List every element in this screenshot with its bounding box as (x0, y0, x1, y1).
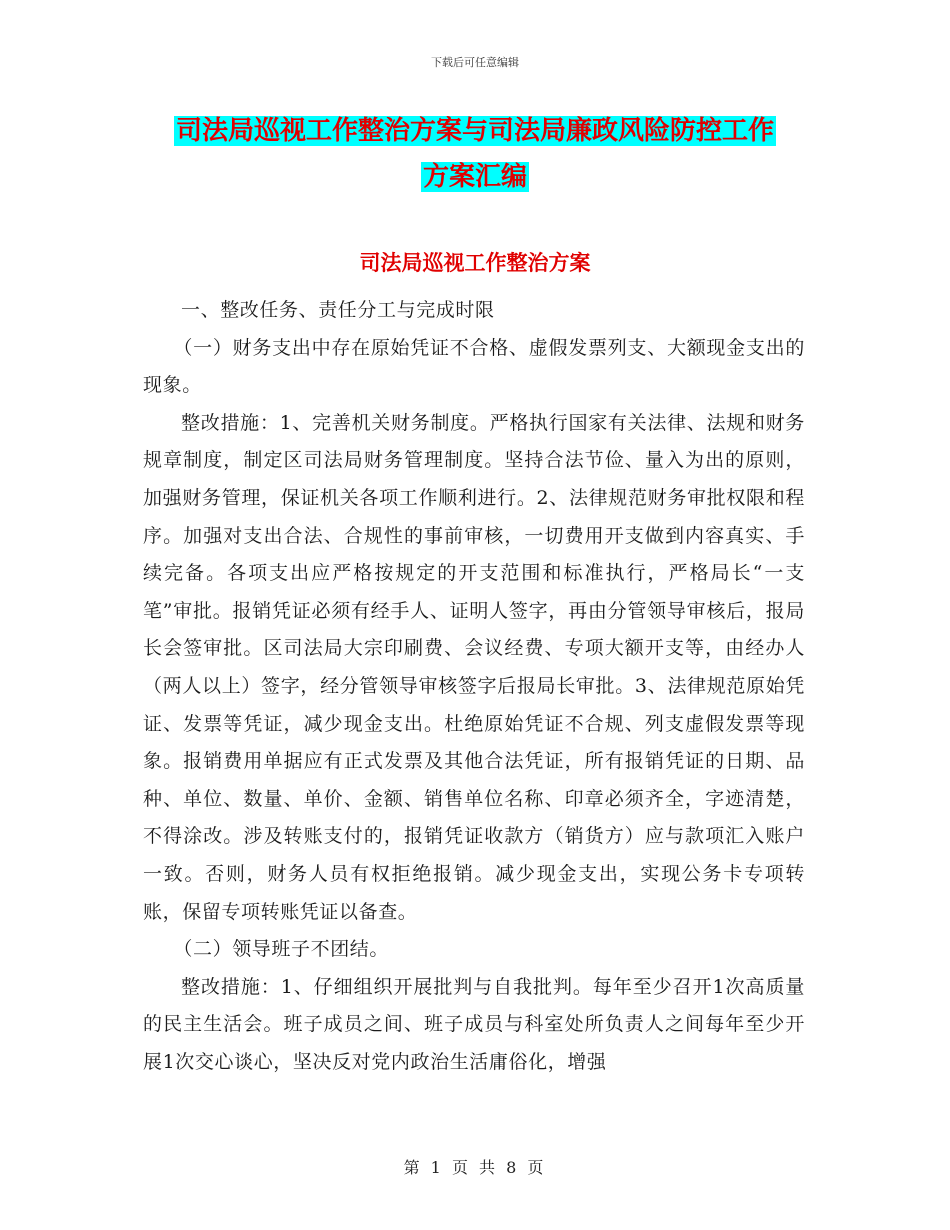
paragraph-heading: 一、整改任务、责任分工与完成时限 (181, 299, 495, 321)
paragraph-item-2: （二）领导班子不团结。 (173, 938, 389, 961)
document-title (140, 108, 810, 200)
header-note: 下载后可任意编辑 (431, 56, 519, 69)
document-title-line-2: 方案汇编 (422, 162, 527, 192)
section-title: 司法局巡视工作整治方案 (359, 251, 591, 275)
document-body (143, 292, 805, 1081)
paragraph-measures-1: 整改措施：1、完善机关财务制度。严格执行国家有关法律、法规和财务规章制度，制定区司法局财务管理制度。坚持合法节俭、量入为出的原则，加强财务管理，保证机关各项工作顺利进行。2、法律规范财务审批权限和程序。加强对支出合法、合规性的事前审核，一切费用开支做到内容真实、手续完备。各项支出应严格按规定的开支范围和标准执行，严格局长“一支笔”审批。报销凭证必须有经手人、证明人签字，再由分管领导审核后，报局长会签审批。区司法局大宗印刷费、会议经费、专项大额开支等，由经办人（两人以上）签字，经分管领导审核签字后报局长审批。3、法律规范原始凭证、发票等凭证，减少现金支出。杜绝原始凭证不合规、列支虚假发票等现象。报销费用单据应有正式发票及其他合法凭证，所有报销凭证的日期、品种、单位、数量、单价、金额、销售单位名称、印章必须齐全，字迹清楚，不得涂改。涉及转账支付的，报销凭证收款方（销货方）应与款项汇入账户一致。否则，财务人员有权拒绝报销。减少现金支出，实现公务卡专项转账，保留专项转账凭证以备查。 (143, 411, 805, 923)
paragraph-item-1: （一）财务支出中存在原始凭证不合格、虚假发票列支、大额现金支出的现象。 (143, 336, 805, 397)
document-title-line-1: 司法局巡视工作整治方案与司法局廉政风险防控工作 (175, 116, 774, 146)
paragraph-measures-2: 整改措施：1、仔细组织开展批判与自我批判。每年至少召开1次高质量的民主生活会。班子成员之间、班子成员与科室处所负责人之间每年至少开展1次交心谈心，坚决反对党内政治生活庸俗化，增强 (143, 975, 805, 1073)
page-footer: 第 1 页 共 8 页 (403, 1158, 547, 1177)
